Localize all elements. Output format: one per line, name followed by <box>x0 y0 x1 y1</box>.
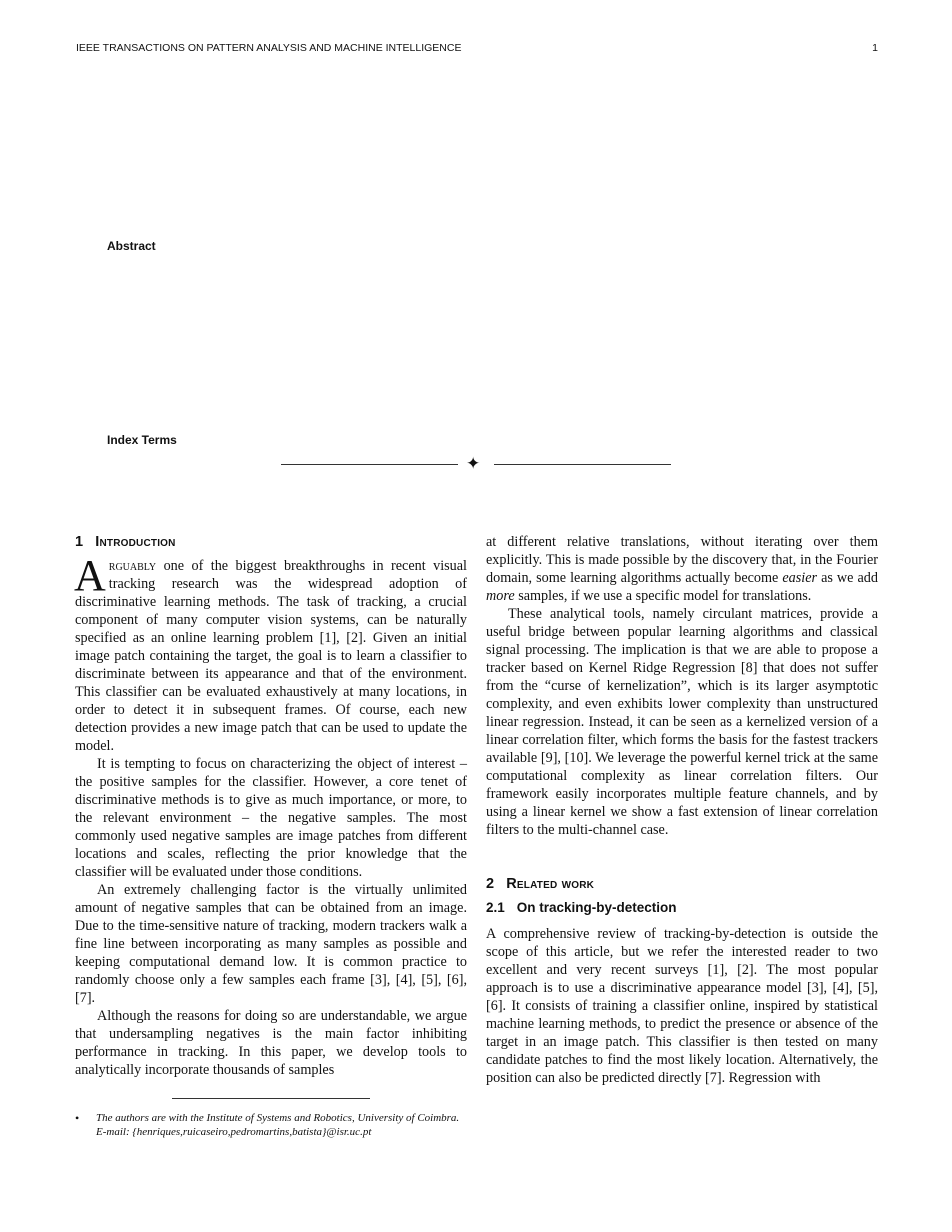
continued-text-a: at different relative translations, without iterating over them explicitly. This is made possible by the discovery that, in the Fourier domain, some learning algorithms actually become <box>486 534 878 586</box>
footnote-email: E-mail: {henriques,ruicaseiro,pedromartins,batista}@isr.uc.pt <box>96 1126 372 1138</box>
author-footnote <box>75 1111 467 1139</box>
subsection-heading <box>486 899 878 917</box>
index-terms-heading: Index Terms <box>107 433 177 447</box>
running-header <box>76 42 878 56</box>
related-title: Related work <box>506 876 595 892</box>
continued-text-c: samples, if we use a specific model for translations. <box>514 588 812 604</box>
intro-paragraph-4-continued <box>486 533 878 605</box>
journal-title: IEEE TRANSACTIONS ON PATTERN ANALYSIS AND MACHINE INTELLIGENCE <box>76 42 462 54</box>
intro-paragraph-1-text: one of the biggest breakthroughs in recent visual tracking research was the widespread adoption of discriminative learning methods. The task of tracking, a crucial component of many computer vision systems, can be naturally specified as an online learning problem [1], [2]. Given an initial image patch containing the target, the goal is to learn a classifier to discriminate between its appearance and that of the environment. This classifier can be evaluated exhaustively at many locations, in order to detect it in subsequent frames. Of course, each new detection provides a new image patch that can be used to update the model. <box>75 558 467 754</box>
abstract-heading: Abstract <box>107 239 156 253</box>
intro-number: 1 <box>75 534 84 550</box>
section-divider <box>281 454 671 474</box>
subsection-title: On tracking-by-detection <box>516 900 677 915</box>
footnote-bullet: • <box>75 1111 80 1125</box>
footnote-rule <box>172 1098 370 1099</box>
drop-cap: A <box>74 551 106 600</box>
emphasis-easier: easier <box>782 570 818 586</box>
page-number: 1 <box>872 42 878 54</box>
intro-paragraph-4: Although the reasons for doing so are understandable, we argue that undersampling negatives is the main factor inhibiting performance in tracking. In this paper, we develop tools to analytically incorporate thousands of samples <box>75 1008 467 1078</box>
star-ornament-icon: ✦ <box>466 454 481 474</box>
subsection-number: 2.1 <box>486 900 505 915</box>
related-number: 2 <box>486 876 495 892</box>
related-paragraph-1: A comprehensive review of tracking-by-detection is outside the scope of this article, but we refer the interested reader to two excellent and very recent surveys [1], [2]. The most popular approach is to use a discriminative appearance model [3], [4], [5], [6]. It consists of training a classifier online, inspired by statistical machine learning methods, to predict the presence or absence of the target in an image patch. This classifier is then tested on many candidate patches to find the most likely location. Alternatively, the position can also be predicted directly [7]. Regression with <box>486 926 878 1086</box>
intro-title: Introduction <box>95 534 176 550</box>
divider-line-left <box>281 464 458 465</box>
intro-paragraph-2: It is tempting to focus on characterizing the object of interest – the positive samples for the classifier. However, a core tenet of discriminative methods is to give as much importance, or more, to the relevant environment – the negative samples. The most commonly used negative samples are image patches from different locations and scales, reflecting the prior knowledge that the classifier will be evaluated under those conditions. <box>75 756 467 880</box>
right-column <box>486 533 878 1087</box>
footnote-affiliation: The authors are with the Institute of Systems and Robotics, University of Coimbra. <box>96 1112 460 1124</box>
intro-paragraph-3: An extremely challenging factor is the virtually unlimited amount of negative samples that can be obtained from an image. Due to the time-sensitive nature of tracking, modern trackers walk a fine line between incorporating as many samples as possible and keeping computational demand low. It is common practice to randomly choose only a few samples each frame [3], [4], [5], [6], [7]. <box>75 882 467 1006</box>
intro-paragraph-1 <box>74 551 467 755</box>
related-work-heading <box>486 875 878 893</box>
divider-line-right <box>494 464 671 465</box>
lead-word: rguably <box>108 558 157 574</box>
left-column <box>75 533 467 1079</box>
intro-heading <box>75 533 467 551</box>
emphasis-more: more <box>486 588 515 604</box>
continued-text-b: as we add <box>817 570 878 586</box>
intro-paragraph-5: These analytical tools, namely circulant matrices, provide a useful bridge between popular learning algorithms and classical signal processing. The implication is that we are able to propose a tracker based on Kernel Ridge Regression [8] that does not suffer from the “curse of kernelization”, which is its larger asymptotic complexity, and even exhibits lower complexity than unstructured linear regression. Instead, it can be seen as a kernelized version of a linear correlation filter, which forms the basis for the fastest trackers available [9], [10]. We leverage the powerful kernel trick at the same computational complexity as linear correlation filters. Our framework easily incorporates multiple feature channels, and by using a linear kernel we show a fast extension of linear correlation filters to the multi-channel case. <box>486 606 878 838</box>
